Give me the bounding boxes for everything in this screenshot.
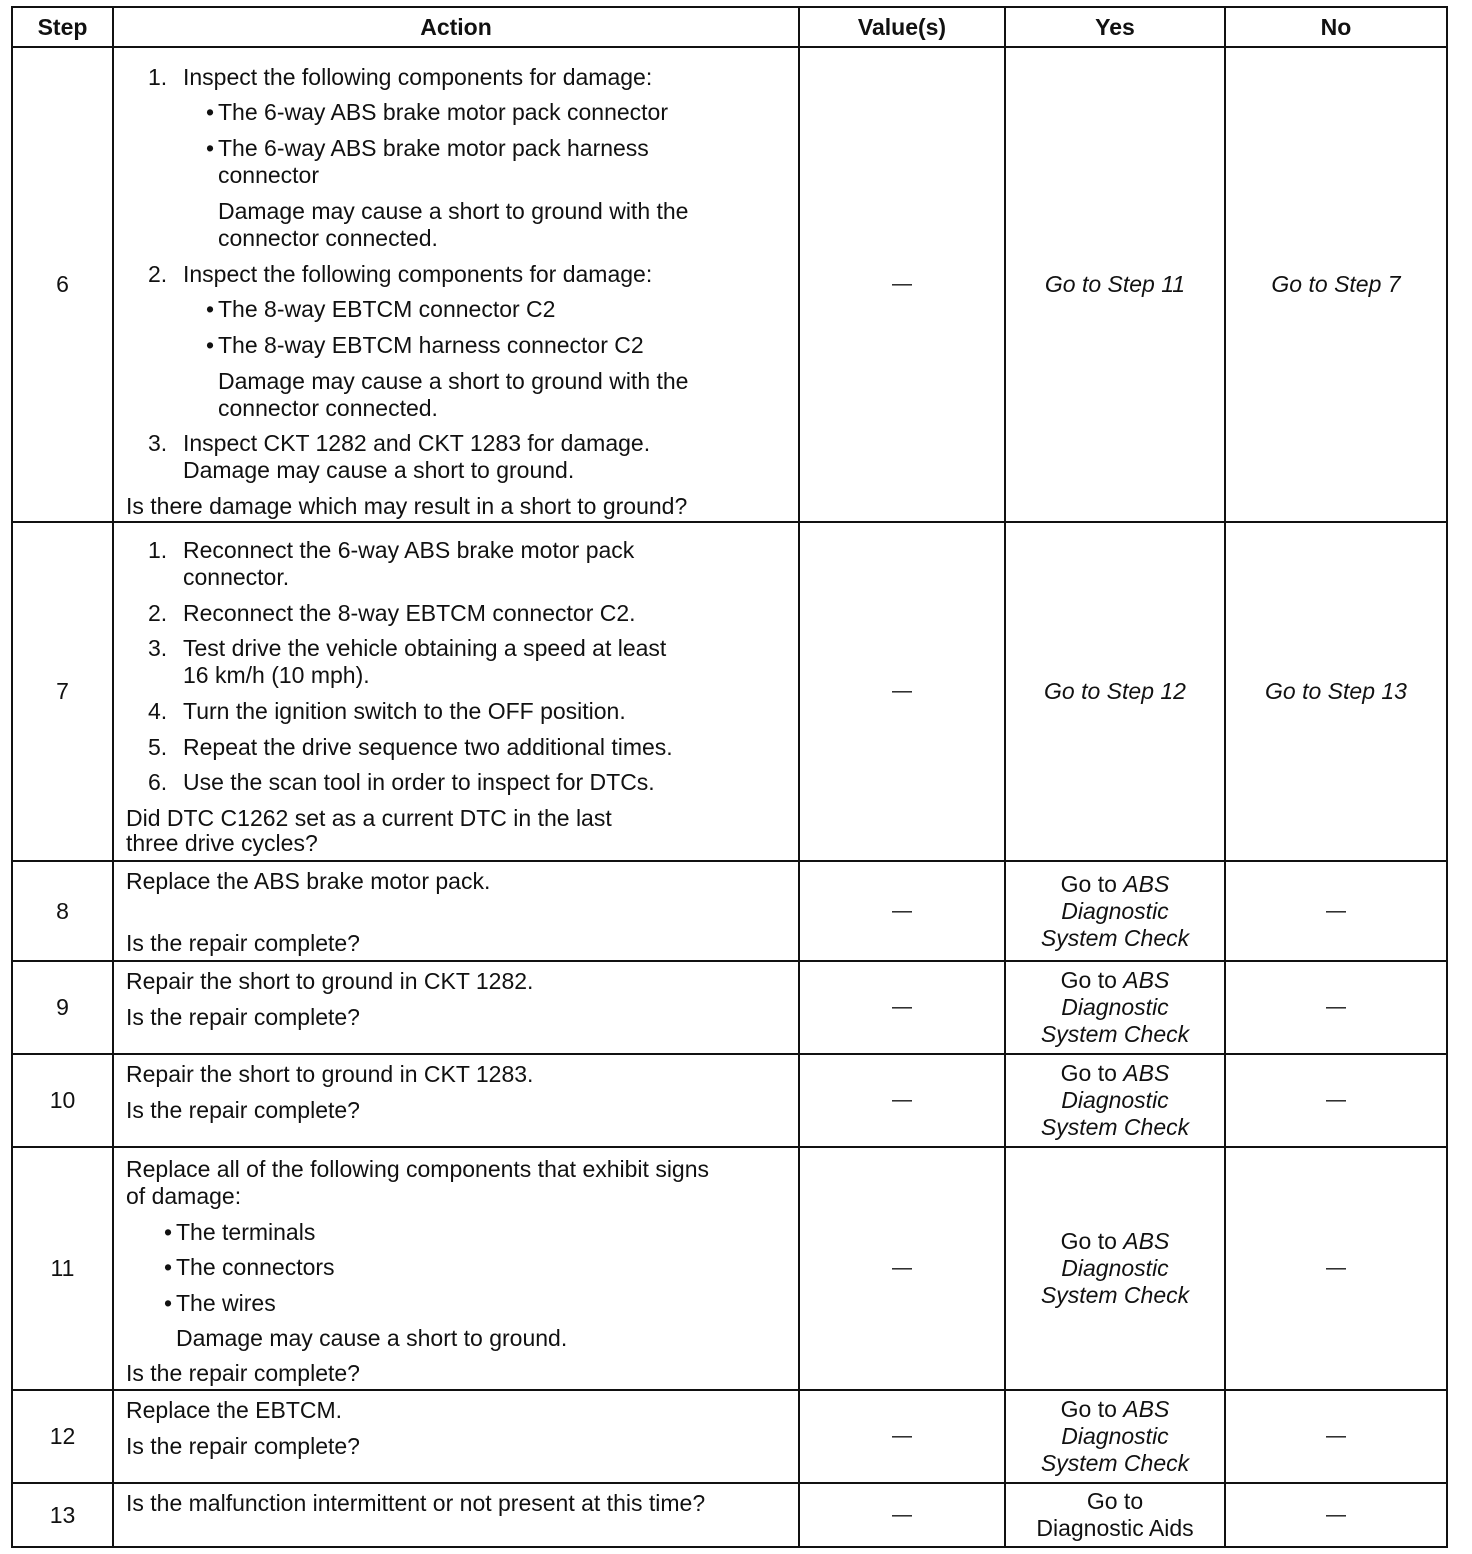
goto-text: Go to [1060, 967, 1117, 993]
bullet: • [206, 296, 215, 322]
goto-check-text: System Check [1040, 1114, 1190, 1140]
table-row-step-8 [13, 860, 1446, 960]
value-cell: — [800, 862, 1006, 960]
value-cell: — [800, 1148, 1006, 1389]
action-text: Repair the short to ground in CKT 1282. [126, 968, 534, 994]
note-text: Damage may cause a short to ground with the [218, 368, 689, 394]
step-number: 12 [13, 1391, 114, 1482]
bullet: • [206, 99, 215, 125]
item-text: Use the scan tool in order to inspect for DTCs. [183, 769, 655, 795]
item-text: Reconnect the 8-way EBTCM connector C2. [183, 600, 636, 626]
item-number: 3. [148, 430, 168, 456]
value-cell: — [800, 1055, 1006, 1146]
bullet: • [164, 1290, 173, 1316]
no-cell: — [1326, 899, 1346, 922]
action-text: of damage: [126, 1183, 242, 1209]
bullet-text: The 8-way EBTCM harness connector C2 [218, 332, 644, 358]
yes-cell [1006, 1055, 1226, 1146]
step-number: 6 [13, 48, 114, 521]
action-text: Replace the EBTCM. [126, 1397, 343, 1423]
item-number: 5. [148, 734, 168, 760]
item-text: Inspect the following components for damage: [183, 261, 653, 287]
item-number: 3. [148, 635, 168, 661]
no-cell: — [1326, 1503, 1346, 1526]
bullet: • [206, 332, 215, 358]
yes-cell [1006, 862, 1226, 960]
goto-abs-text: ABS [1123, 1228, 1170, 1254]
yes-cell: Go to Step 12 [1006, 523, 1226, 860]
yes-cell [1006, 1484, 1226, 1546]
item-number: 1. [148, 537, 168, 563]
no-cell: — [1326, 1257, 1346, 1279]
action-text: Replace the ABS brake motor pack. [126, 868, 491, 894]
diagnostic-table [11, 6, 1448, 1548]
item-number: 4. [148, 698, 168, 724]
action-cell [114, 1484, 800, 1546]
table-header-row [13, 8, 1446, 46]
goto-diag-text: Diagnostic [1061, 1255, 1169, 1281]
value-cell: — [800, 1391, 1006, 1482]
no-cell: Go to Step 7 [1271, 271, 1401, 297]
table-row-step-13 [13, 1482, 1446, 1546]
bullet: • [164, 1219, 173, 1245]
goto-check-text: System Check [1040, 1450, 1190, 1476]
item-number: 1. [148, 64, 168, 90]
no-cell: — [1326, 996, 1346, 1018]
bullet-text: The terminals [176, 1219, 316, 1245]
goto-diag-text: Diagnostic [1061, 994, 1169, 1020]
no-cell: — [1326, 1089, 1346, 1111]
question-text: Is there damage which may result in a short to ground? [126, 493, 688, 519]
no-cell: — [1326, 1425, 1346, 1447]
goto-diag-text: Diagnostic [1061, 1087, 1169, 1113]
yes-cell [1006, 1391, 1226, 1482]
value-cell: — [800, 48, 1006, 521]
goto-abs-text: ABS [1123, 870, 1170, 897]
note-text: Damage may cause a short to ground with the [218, 198, 689, 224]
note-text: connector connected. [218, 395, 438, 421]
bullet-text: connector [218, 162, 320, 188]
action-cell [114, 1391, 800, 1482]
goto-check-text: System Check [1040, 1021, 1190, 1047]
question-text: Did DTC C1262 set as a current DTC in the last [126, 805, 612, 831]
question-text: Is the repair complete? [126, 1004, 360, 1030]
value-cell: — [800, 523, 1006, 860]
action-cell [114, 523, 800, 860]
item-text: Repeat the drive sequence two additional times. [183, 734, 673, 760]
table-row-step-12 [13, 1389, 1446, 1482]
step-number: 10 [13, 1055, 114, 1146]
question-text: Is the repair complete? [126, 1097, 360, 1123]
step-number: 9 [13, 962, 114, 1053]
step-number: 8 [13, 862, 114, 960]
bullet: • [164, 1254, 173, 1280]
item-text: Inspect the following components for damage: [183, 64, 653, 90]
goto-diag-text: Diagnostic [1061, 1423, 1169, 1449]
action-cell [114, 1148, 800, 1389]
goto-check-text: System Check [1040, 1282, 1190, 1308]
goto-diagnostic-aids-text: Diagnostic Aids [1036, 1515, 1194, 1541]
action-cell [114, 862, 800, 960]
item-text: Inspect CKT 1282 and CKT 1283 for damage. [183, 430, 651, 456]
table-row-step-11 [13, 1146, 1446, 1389]
header-action: Action [114, 8, 800, 46]
bullet-text: The connectors [176, 1254, 335, 1280]
bullet-text: The 6-way ABS brake motor pack connector [218, 99, 668, 125]
yes-cell [1006, 962, 1226, 1053]
question-text: Is the repair complete? [126, 1433, 360, 1459]
bullet-text: The 8-way EBTCM connector C2 [218, 296, 556, 322]
goto-text: Go to [1086, 1488, 1144, 1514]
item-text: Damage may cause a short to ground. [183, 457, 575, 483]
table-row-step-6 [13, 46, 1446, 521]
table-row-step-9 [13, 960, 1446, 1053]
item-number: 6. [148, 769, 168, 795]
header-values: Value(s) [800, 8, 1006, 46]
value-cell: — [800, 1484, 1006, 1546]
action-text: Repair the short to ground in CKT 1283. [126, 1061, 534, 1087]
yes-cell: Go to Step 11 [1006, 48, 1226, 521]
no-cell: Go to Step 13 [1265, 678, 1407, 704]
goto-text: Go to [1060, 1396, 1117, 1422]
table-row-step-10 [13, 1053, 1446, 1146]
goto-abs-text: ABS [1123, 1396, 1170, 1422]
item-number: 2. [148, 261, 168, 287]
goto-text: Go to [1060, 870, 1117, 897]
action-cell [114, 962, 800, 1053]
note-text: Damage may cause a short to ground. [176, 1325, 568, 1351]
action-text: Replace all of the following components that exhibit signs [126, 1156, 710, 1182]
bullet-text: The 6-way ABS brake motor pack harness [218, 135, 649, 161]
goto-check-text: System Check [1040, 924, 1190, 951]
goto-text: Go to [1060, 1228, 1117, 1254]
note-text: connector connected. [218, 225, 438, 251]
goto-abs-text: ABS [1123, 1060, 1170, 1086]
header-no: No [1320, 13, 1352, 40]
item-text: 16 km/h (10 mph). [183, 662, 370, 688]
step-number: 11 [13, 1148, 114, 1389]
goto-diag-text: Diagnostic [1061, 897, 1169, 924]
item-number: 2. [148, 600, 168, 626]
item-text: Turn the ignition switch to the OFF position. [183, 698, 626, 724]
bullet: • [206, 135, 215, 161]
goto-abs-text: ABS [1123, 967, 1170, 993]
item-text: Test drive the vehicle obtaining a speed at least [183, 635, 667, 661]
header-step: Step [13, 8, 114, 46]
step-number: 13 [13, 1484, 114, 1546]
yes-cell [1006, 1148, 1226, 1389]
question-text: Is the malfunction intermittent or not present at this time? [126, 1490, 706, 1516]
table-row-step-7 [13, 521, 1446, 860]
action-cell [114, 1055, 800, 1146]
bullet-text: The wires [176, 1290, 276, 1316]
step-number: 7 [13, 523, 114, 860]
question-text: Is the repair complete? [126, 930, 360, 956]
header-yes: Yes [1006, 8, 1226, 46]
question-text: Is the repair complete? [126, 1360, 360, 1386]
value-cell: — [800, 962, 1006, 1053]
action-cell [114, 48, 800, 521]
goto-text: Go to [1060, 1060, 1117, 1086]
item-text: Reconnect the 6-way ABS brake motor pack [183, 537, 635, 563]
item-text: connector. [183, 564, 290, 590]
question-text: three drive cycles? [126, 830, 318, 856]
